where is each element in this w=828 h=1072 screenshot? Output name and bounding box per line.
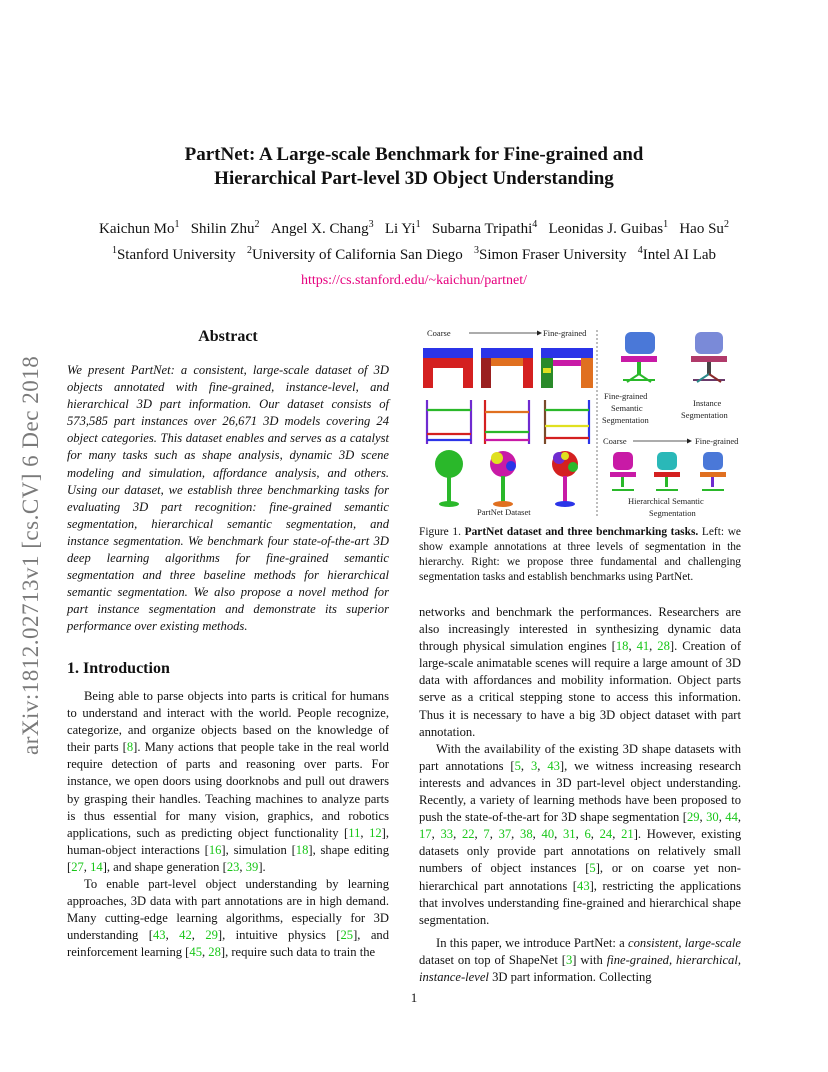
citation-link[interactable]: 6 [584,827,591,842]
citation-link[interactable]: 5 [589,861,596,876]
body-paragraph: With the availability of the existing 3D shape datasets with part annotations [5, 3, 43], we witness increasing research interests and advances in 3D part-level object understanding. Recently, a variety of learning methods have been proposed to push the state-of-the-art for 3D shape segmentation [29, 30, 44, 17, 33, 22, 7, 37, 38, 40, 31, 6, 24, 21]. However, existing datasets only provide part annotations on relatively small numbers of object instances [5], or on coarse yet non-hierarchical part annotations [43], restricting the applications that involves understanding fine-grained and hierarchical shape segmentation. [419,741,742,927]
fig-desk-mid [481,348,533,388]
citation-link[interactable]: 43 [577,878,590,893]
fig-bed-coarse [427,400,471,444]
citation-link[interactable]: 37 [498,827,512,842]
affiliation-name: University of California San Diego [251,247,463,263]
author-affiliation-mark: 2 [254,219,260,230]
intro-paragraph: To enable part-level object understanding by learning approaches, 3D data with part annotations are in high demand. Many cutting-edge learning algorithms, especially for 3D understanding [43, 42, 29], intuitive physics [25], and reinforcement learning [45, 28], require such data to train the [67,877,390,960]
author-affiliation-mark: 1 [174,219,180,230]
citation-link[interactable]: 38 [520,827,533,842]
fig-hier-label-2: Segmentation [649,508,696,518]
fig-bed-fine [545,400,589,444]
abstract-text: We present PartNet: a consistent, large-scale dataset of 3D objects annotated with fine-grained, instance-level, and hierarchical 3D part information. Our dataset consists of 573,585 part instances over 26,671 3D models covering 24 object categories. This dataset enables and serves as a catalyst for many tasks such as shape analysis, dynamic 3D scene modeling and simulation, affordance analysis, and others. Using our dataset, we establish three benchmarking tasks for evaluating 3D part recognition: fine-grained semantic segmentation, hierarchical semantic segmentation, and instance segmentation. We benchmark four state-of-the-art 3D deep learning algorithms for fine-grained semantic segmentation and three baseline methods for hierarchical semantic segmentation. We also propose a novel method for part instance segmentation and demonstrate its superior performance over existing methods. [67,363,389,634]
figure-1 [419,326,741,518]
fig-chair-hier-3 [700,452,726,490]
left-column-text [67,688,389,962]
figure-caption [419,525,741,585]
author-affiliation-mark: 4 [532,219,538,230]
citation-link[interactable]: 31 [562,827,576,842]
citation-link[interactable]: 17 [419,827,432,842]
author-name: Leonidas J. Guibas [548,221,664,237]
author-affiliation-mark: 1 [415,219,421,230]
citation-link[interactable]: 8 [126,740,134,755]
citation-link[interactable]: 30 [706,810,719,825]
abstract-heading: Abstract [198,328,258,345]
citation-link[interactable]: 25 [340,928,354,943]
caption-text: Left: we show example annotations at three levels of segmentation in the hierarchy. Right: we propose three fundamental and challenging segmentation tasks and establish benchmarks using PartNet. [419,526,741,583]
affiliation-number: 3 [473,245,479,256]
project-url[interactable]: https://cs.stanford.edu/~kaichun/partnet/ [300,273,528,288]
citation-link[interactable]: 40 [541,827,555,842]
citation-link[interactable]: 29 [686,810,700,825]
author-name: Li Yi [384,221,416,237]
author-affiliation-mark: 3 [368,219,374,230]
fig-fg-label-2: Semantic [611,403,643,413]
fig-fg-label-1: Fine-grained [604,391,648,401]
citation-link[interactable]: 39 [245,859,259,874]
citation-link[interactable]: 45 [189,945,202,960]
citation-link[interactable]: 5 [514,758,521,773]
emphasis: fine-grained, hierarchical, instance-level [419,952,741,984]
fig-instance-label-2: Segmentation [681,410,728,420]
author-name: Shilin Zhu [190,221,255,237]
fig-coarse-label-2: Coarse [603,436,627,446]
citation-link[interactable]: 22 [461,827,475,842]
fig-dataset-label: PartNet Dataset [477,507,531,517]
fig-chair-hier-1 [610,452,636,490]
body-paragraph: In this paper, we introduce PartNet: a consistent, large-scale dataset on top of ShapeNet [3] with fine-grained, hierarchical, instance-level 3D part information. Collecting [419,935,741,984]
citation-link[interactable]: 12 [369,825,382,840]
fig-desk-fine [541,348,593,388]
paper-title-line2: Hierarchical Part-level 3D Object Understanding [214,168,614,189]
citation-link[interactable]: 18 [295,842,309,857]
author-name: Hao Su [679,221,724,237]
right-column-text [419,604,741,986]
fig-chair-semantic [621,332,657,382]
intro-paragraph: Being able to parse objects into parts is critical for humans to understand and interact with the world. People recognize, categorize, and organize objects based on the knowledge of their parts [8]. Many actions that people take in the real world require detection of parts and reasoning over parts. For instance, we open doors using doorknobs and pull out drawers by grasping their handles. Teaching machines to analyze parts is thus essential for many vision, graphics, and robotics applications, such as predicting object functionality [11, 12], human-object interactions [16], simulation [18], shape editing [27, 14], and shape generation [23, 39]. [67,689,390,874]
citation-link[interactable]: 18 [615,639,629,654]
fig-fg-label-3: Segmentation [602,415,649,425]
citation-link[interactable]: 24 [599,827,613,842]
affiliation-list [0,245,828,264]
citation-link[interactable]: 11 [348,825,361,840]
citation-link[interactable]: 43 [152,928,166,943]
paper-title-line1: PartNet: A Large-scale Benchmark for Fine-grained and [184,144,644,165]
author-affiliation-mark: 2 [723,219,729,230]
fig-instance-label-1: Instance [693,398,722,408]
citation-link[interactable]: 44 [725,810,738,825]
page-number: 1 [410,990,418,1005]
fig-lamp-fine [552,451,578,507]
citation-link[interactable]: 41 [636,639,650,654]
fig-lamp-coarse [435,450,463,507]
citation-link[interactable]: 28 [208,945,221,960]
citation-link[interactable]: 27 [71,859,84,874]
fig-lamp-mid [490,451,516,507]
citation-link[interactable]: 21 [621,827,634,842]
citation-link[interactable]: 16 [208,842,222,857]
fig-fine-label: Fine-grained [543,328,587,338]
author-name: Kaichun Mo [99,221,175,237]
caption-bold: PartNet dataset and three benchmarking tasks. [464,526,699,538]
citation-link[interactable]: 23 [226,859,240,874]
affiliation-number: 4 [637,245,643,256]
citation-link[interactable]: 3 [530,758,538,773]
citation-link[interactable]: 42 [179,928,192,943]
emphasis: consistent, large-scale [628,935,741,950]
citation-link[interactable]: 3 [565,952,573,967]
citation-link[interactable]: 29 [205,928,218,943]
author-name: Subarna Tripathi [431,221,533,237]
author-list [0,219,828,238]
body-paragraph: networks and benchmark the performances. Researchers are also increasingly interested in synthesizing dynamic data through physical simulation engines [18, 41, 28]. Creation of large-scale animatable scenes will require a large amount of 3D data with affordances and mobility information. Object parts serve as a critical stepping stone to access this information. Thus it is necessary to have a big 3D object dataset with part annotation. [419,605,742,739]
fig-coarse-label: Coarse [427,328,451,338]
fig-desk-coarse [423,348,473,388]
fig-fine-label-2: Fine-grained [695,436,739,446]
fig-chair-instance [691,332,727,382]
affiliation-name: Simon Fraser University [478,247,627,263]
fig-chair-hier-2 [654,452,680,490]
author-name: Angel X. Chang [270,221,369,237]
citation-link[interactable]: 33 [440,827,454,842]
fig-bed-mid [485,400,529,444]
arxiv-stamp: arXiv:1812.02713v1 [cs.CV] 6 Dec 2018 [18,355,43,755]
author-affiliation-mark: 1 [663,219,669,230]
section-heading-introduction: 1. Introduction [67,660,170,677]
citation-link[interactable]: 7 [483,827,490,842]
affiliation-name: Intel AI Lab [642,247,717,263]
citation-link[interactable]: 28 [657,639,670,654]
caption-prefix: Figure 1. [419,526,465,538]
citation-link[interactable]: 14 [90,859,103,874]
affiliation-number: 2 [246,245,252,256]
citation-link[interactable]: 43 [547,758,560,773]
affiliation-name: Stanford University [116,247,236,263]
affiliation-number: 1 [111,245,117,256]
fig-hier-label-1: Hierarchical Semantic [628,496,704,506]
